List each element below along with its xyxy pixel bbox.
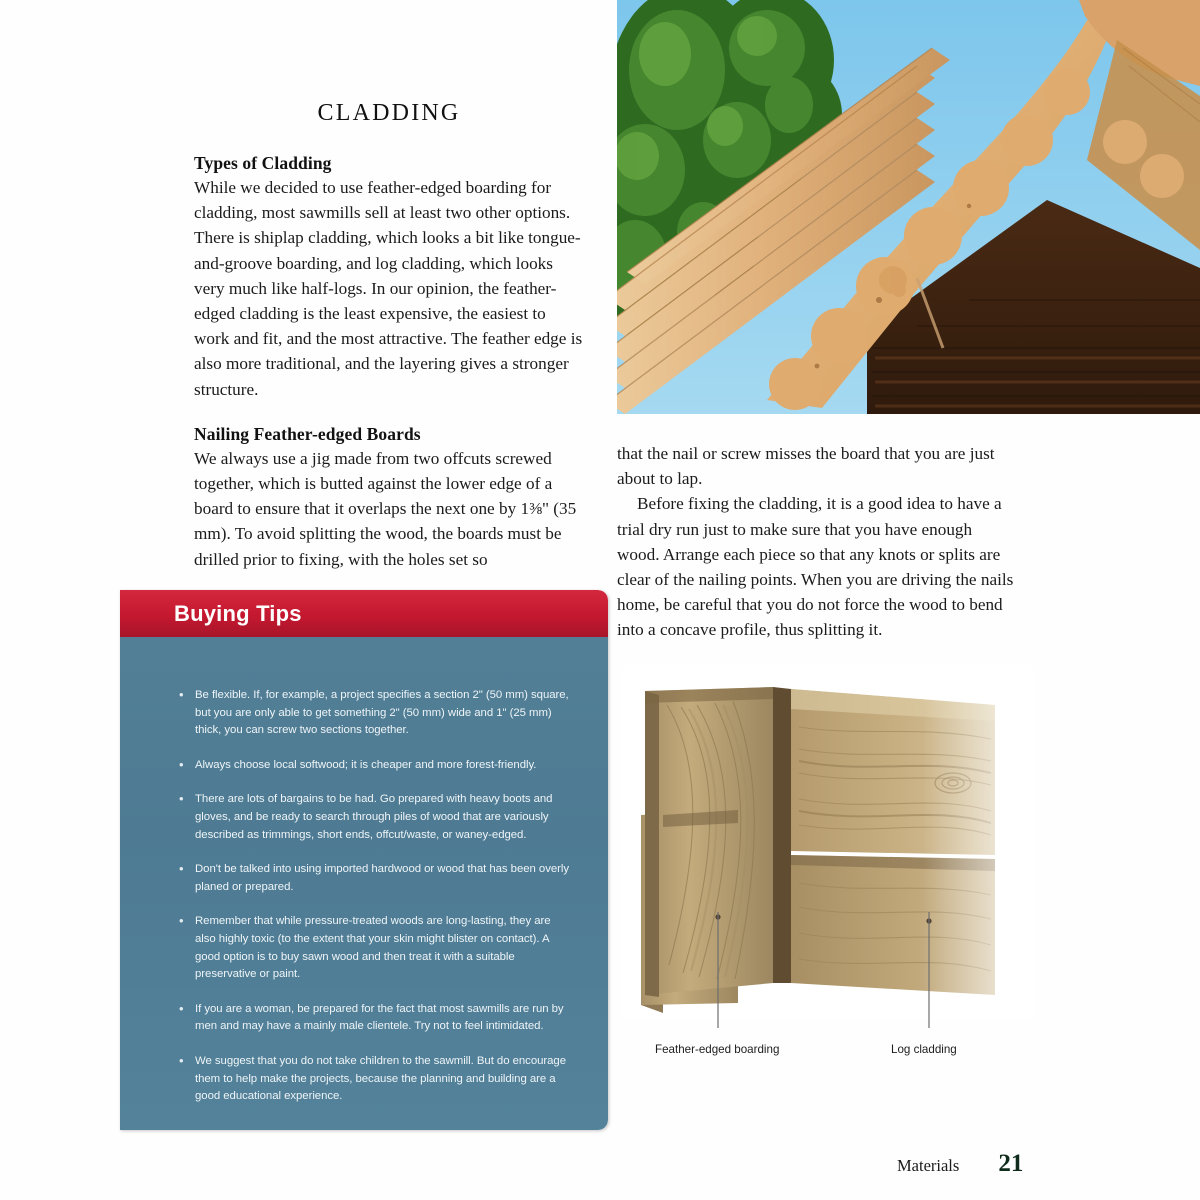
list-item: • If you are a woman, be prepared for the fact that most sawmills are run by men and may have a mainly male clientele. Try not to feel intimidated.: [178, 1001, 574, 1036]
right-paragraph-dry-run: Before fixing the cladding, it is a good idea to have a trial dry run just to make sure that you have enough wood. Arrange each piece so that any knots or splits are clear of the nailing points. When you are driving the nails home, be careful that you do not force the wood to bend into a concave profile, thus splitting it.: [617, 494, 1014, 640]
page-footer: [897, 1150, 1023, 1178]
list-item: • Be flexible. If, for example, a project specifies a section 2" (50 mm) square, but you are only able to get something 2" (50 mm) wide and 1" (25 mm) thick, you can screw two sections together.: [178, 687, 574, 740]
buying-tips-title: Buying Tips: [174, 600, 302, 626]
caption-log-cladding: Log cladding: [891, 1043, 957, 1056]
buying-tips-header: [120, 590, 608, 637]
list-item: • There are lots of bargains to be had. Go prepared with heavy boots and gloves, and be ready to search through piles of wood that are variously described as trimmings, short ends, offcut/waste, or waney-edged.: [178, 791, 574, 844]
section-heading-nailing-boards: Nailing Feather-edged Boards: [194, 423, 421, 444]
list-item: • We suggest that you do not take children to the sawmill. But do encourage them to help make the projects, because the planning and building are a good educational experience.: [178, 1053, 574, 1106]
paragraph-spacer: [194, 402, 584, 424]
footer-section-label: Materials: [897, 1156, 960, 1175]
left-text-column: [194, 100, 584, 572]
roof-photo-artwork: [617, 0, 1200, 414]
right-paragraph-continued: that the nail or screw misses the board that you are just about to lap.: [617, 444, 995, 489]
list-item: • Don't be talked into using imported hardwood or wood that has been overly planed or prepared.: [178, 861, 574, 896]
list-item: • Remember that while pressure-treated woods are long-lasting, they are also highly toxic (to the extent that your skin might blister on contact). A good option is to buy sawn wood and then treat it with a suitable preservative or paint.: [178, 913, 574, 983]
section-body-types-of-cladding: While we decided to use feather-edged boarding for cladding, most sawmills sell at least two other options. There is shiplap cladding, which looks a bit like tongue-and-groove boarding, and log cladding, which looks very much like half-logs. In our opinion, the feather-edged cladding is the least expensive, the easiest to work and fit, and the most attractive. The feather edge is also more traditional, and the layering gives a stronger structure.: [194, 178, 583, 399]
page-number: 21: [998, 1150, 1024, 1177]
right-text-column: [617, 441, 1017, 643]
caption-leader-lines: [617, 900, 1037, 1040]
roof-cladding-photo: [617, 0, 1200, 414]
page-title: CLADDING: [317, 100, 461, 126]
section-body-nailing-boards: We always use a jig made from two offcuts screwed together, which is butted against the lower edge of a board to ensure that it overlaps the next one by 1⅜" (35 mm). To avoid splitting the wood, the boards must be drilled prior to fixing, with the holes set so: [194, 448, 577, 569]
caption-feather-edged-boarding: Feather-edged boarding: [655, 1043, 780, 1056]
buying-tips-box: [120, 590, 608, 1130]
list-item: • Always choose local softwood; it is cheaper and more forest-friendly.: [178, 757, 574, 775]
buying-tips-list: [120, 637, 608, 1130]
section-heading-types-of-cladding: Types of Cladding: [194, 153, 332, 173]
